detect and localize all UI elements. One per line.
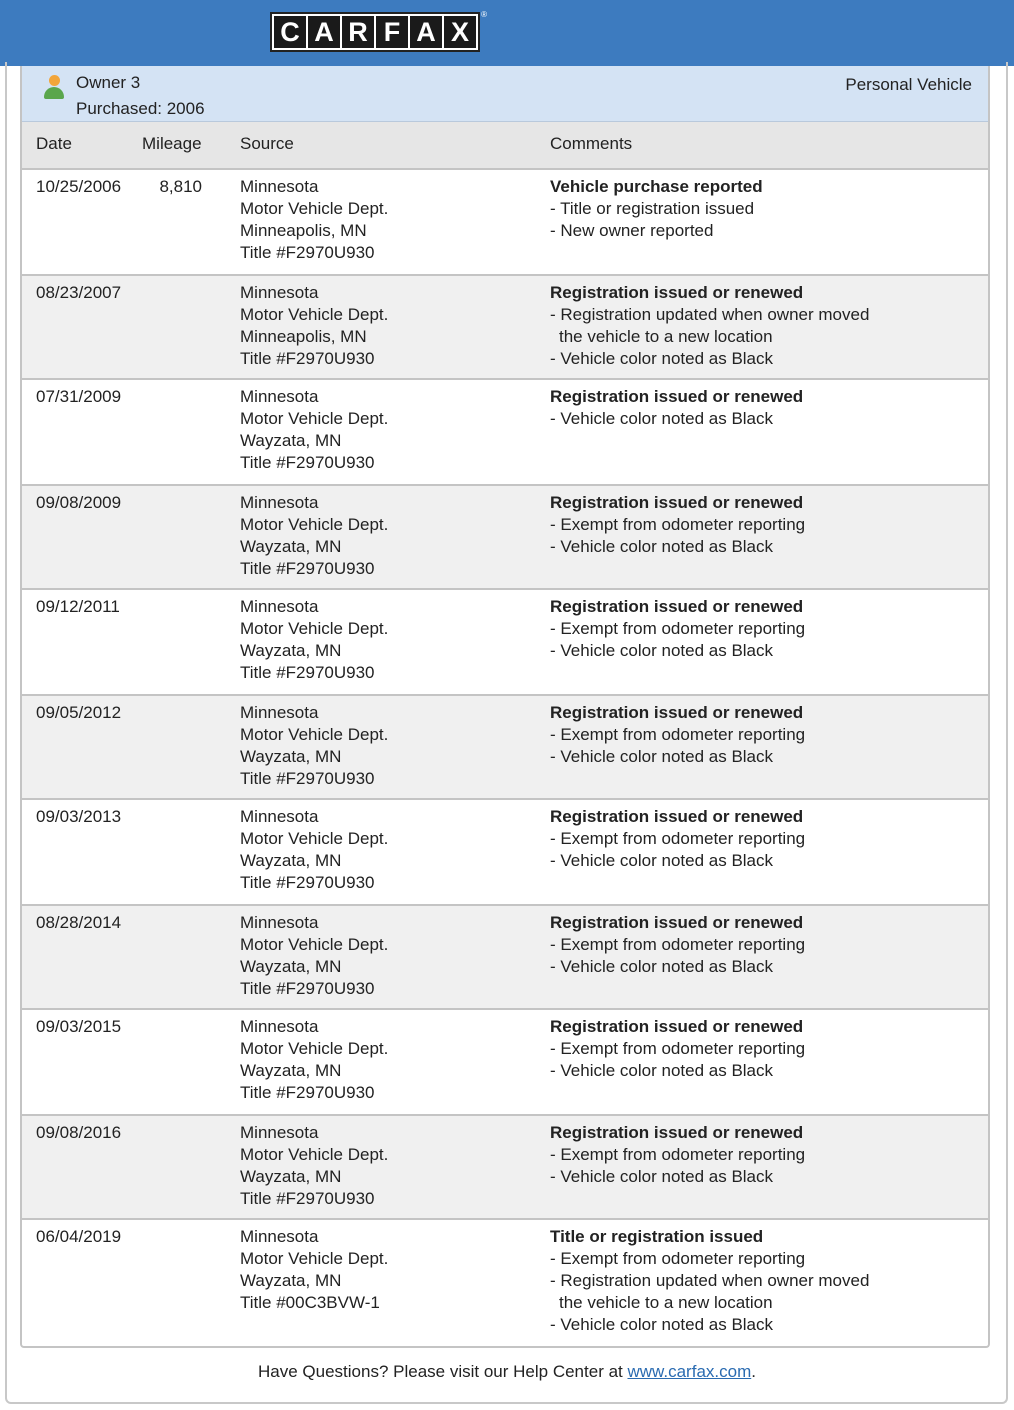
source-line: Title #F2970U930 <box>240 1083 375 1102</box>
source-line: Wayzata, MN <box>240 747 342 766</box>
row-date: 09/03/2015 <box>36 1017 122 1036</box>
row-comments <box>550 596 805 662</box>
row-comments <box>550 912 805 978</box>
comment-line: - Exempt from odometer reporting <box>550 829 806 848</box>
vehicle-type: Personal Vehicle <box>845 75 972 94</box>
row-source <box>240 806 388 894</box>
source-line: Wayzata, MN <box>240 431 342 450</box>
row-comments <box>550 1016 805 1082</box>
logo-letter: X <box>444 16 476 48</box>
source-line: Title #F2970U930 <box>240 349 375 368</box>
source-line: Wayzata, MN <box>240 1271 342 1290</box>
row-source <box>240 386 388 474</box>
table-row <box>22 696 988 800</box>
source-line: Motor Vehicle Dept. <box>240 619 389 638</box>
owner-purchased: Purchased: 2006 <box>76 99 205 118</box>
row-date: 09/05/2012 <box>36 703 122 722</box>
comment-line: - Exempt from odometer reporting <box>550 935 806 954</box>
source-line: Motor Vehicle Dept. <box>240 1039 389 1058</box>
comment-title: Registration issued or renewed <box>550 1017 804 1036</box>
source-line: Wayzata, MN <box>240 641 342 660</box>
row-comments <box>550 806 805 872</box>
source-line: Title #F2970U930 <box>240 873 375 892</box>
owner-history-card <box>20 66 990 1348</box>
source-line: Wayzata, MN <box>240 1167 342 1186</box>
row-comments <box>550 176 763 242</box>
comment-line: - Vehicle color noted as Black <box>550 1315 774 1334</box>
table-row <box>22 590 988 696</box>
comment-line: - Exempt from odometer reporting <box>550 619 806 638</box>
row-date: 10/25/2006 <box>36 177 122 196</box>
source-line: Minneapolis, MN <box>240 327 367 346</box>
row-date: 08/23/2007 <box>36 283 122 302</box>
table-header <box>22 122 988 170</box>
source-line: Title #00C3BVW-1 <box>240 1293 380 1312</box>
source-line: Title #F2970U930 <box>240 1189 375 1208</box>
logo-letter: C <box>274 16 306 48</box>
logo-letter: F <box>376 16 408 48</box>
comment-line: - Vehicle color noted as Black <box>550 537 774 556</box>
table-row <box>22 170 988 276</box>
column-header-comments: Comments <box>550 134 633 153</box>
comment-title: Registration issued or renewed <box>550 913 804 932</box>
source-line: Motor Vehicle Dept. <box>240 1145 389 1164</box>
source-line: Title #F2970U930 <box>240 243 375 262</box>
comment-line: - Vehicle color noted as Black <box>550 1061 774 1080</box>
table-row <box>22 1010 988 1116</box>
row-source <box>240 1226 388 1314</box>
comment-line: the vehicle to a new location <box>559 327 773 346</box>
row-date: 09/03/2013 <box>36 807 122 826</box>
row-comments <box>550 1226 869 1336</box>
source-line: Minneapolis, MN <box>240 221 367 240</box>
person-icon <box>44 75 64 99</box>
comment-line: - Registration updated when owner moved <box>550 305 870 324</box>
source-line: Motor Vehicle Dept. <box>240 199 389 218</box>
source-line: Title #F2970U930 <box>240 453 375 472</box>
source-line: Wayzata, MN <box>240 1061 342 1080</box>
comment-line: - Vehicle color noted as Black <box>550 747 774 766</box>
registered-mark: ® <box>481 10 487 19</box>
row-source <box>240 1122 388 1210</box>
row-mileage: 8,810 <box>159 177 202 196</box>
carfax-logo[interactable] <box>270 10 487 52</box>
comment-line: - Exempt from odometer reporting <box>550 1039 806 1058</box>
row-source <box>240 912 388 1000</box>
row-comments <box>550 702 805 768</box>
column-header-source: Source <box>240 134 294 153</box>
source-line: Wayzata, MN <box>240 851 342 870</box>
comment-line: - Registration updated when owner moved <box>550 1271 870 1290</box>
logo-letter: A <box>308 16 340 48</box>
row-date: 09/08/2016 <box>36 1123 122 1142</box>
row-comments <box>550 386 803 430</box>
source-line: Minnesota <box>240 807 319 826</box>
table-row <box>22 1116 988 1220</box>
comment-title: Registration issued or renewed <box>550 1123 804 1142</box>
source-line: Minnesota <box>240 597 319 616</box>
row-date: 08/28/2014 <box>36 913 122 932</box>
source-line: Motor Vehicle Dept. <box>240 515 389 534</box>
source-line: Motor Vehicle Dept. <box>240 409 389 428</box>
table-row <box>22 906 988 1010</box>
row-date: 07/31/2009 <box>36 387 122 406</box>
carfax-link[interactable]: www.carfax.com <box>627 1362 752 1381</box>
source-line: Motor Vehicle Dept. <box>240 725 389 744</box>
comment-title: Vehicle purchase reported <box>550 177 763 196</box>
source-line: Motor Vehicle Dept. <box>240 935 389 954</box>
owner-name: Owner 3 <box>76 73 141 92</box>
logo-letter: R <box>342 16 374 48</box>
table-row <box>22 276 988 380</box>
source-line: Wayzata, MN <box>240 537 342 556</box>
row-source <box>240 596 388 684</box>
comment-title: Registration issued or renewed <box>550 597 804 616</box>
row-source <box>240 492 388 580</box>
row-source <box>240 1016 388 1104</box>
comment-title: Registration issued or renewed <box>550 807 804 826</box>
source-line: Motor Vehicle Dept. <box>240 305 389 324</box>
source-line: Minnesota <box>240 1123 319 1142</box>
source-line: Minnesota <box>240 1017 319 1036</box>
comment-title: Registration issued or renewed <box>550 703 804 722</box>
source-line: Minnesota <box>240 1227 319 1246</box>
row-source <box>240 702 388 790</box>
comment-title: Registration issued or renewed <box>550 493 804 512</box>
row-date: 06/04/2019 <box>36 1227 122 1246</box>
row-source <box>240 282 388 370</box>
comment-line: - Vehicle color noted as Black <box>550 641 774 660</box>
comment-line: - Title or registration issued <box>550 199 755 218</box>
source-line: Motor Vehicle Dept. <box>240 829 389 848</box>
source-line: Wayzata, MN <box>240 957 342 976</box>
header-bar <box>0 0 1014 66</box>
comment-line: - Vehicle color noted as Black <box>550 409 774 428</box>
comment-line: - Exempt from odometer reporting <box>550 1145 806 1164</box>
row-date: 09/08/2009 <box>36 493 122 512</box>
row-comments <box>550 492 805 558</box>
row-source <box>240 176 388 264</box>
source-line: Minnesota <box>240 387 319 406</box>
comment-line: - Vehicle color noted as Black <box>550 851 774 870</box>
logo-letter: A <box>410 16 442 48</box>
source-line: Title #F2970U930 <box>240 559 375 578</box>
comment-title: Registration issued or renewed <box>550 387 804 406</box>
footer-help <box>0 1362 1014 1382</box>
table-row <box>22 380 988 486</box>
comment-line: the vehicle to a new location <box>559 1293 773 1312</box>
owner-bar <box>22 66 988 122</box>
source-line: Minnesota <box>240 493 319 512</box>
comment-line: - Exempt from odometer reporting <box>550 1249 806 1268</box>
comment-title: Registration issued or renewed <box>550 283 804 302</box>
comment-line: - Exempt from odometer reporting <box>550 515 806 534</box>
source-line: Minnesota <box>240 177 319 196</box>
row-comments <box>550 282 869 370</box>
source-line: Minnesota <box>240 913 319 932</box>
comment-title: Title or registration issued <box>550 1227 764 1246</box>
row-comments <box>550 1122 805 1188</box>
source-line: Minnesota <box>240 283 319 302</box>
table-row <box>22 1220 988 1346</box>
table-row <box>22 486 988 590</box>
table-row <box>22 800 988 906</box>
comment-line: - Vehicle color noted as Black <box>550 349 774 368</box>
column-header-mileage: Mileage <box>142 134 202 153</box>
source-line: Title #F2970U930 <box>240 979 375 998</box>
comment-line: - Exempt from odometer reporting <box>550 725 806 744</box>
comment-line: - Vehicle color noted as Black <box>550 1167 774 1186</box>
source-line: Title #F2970U930 <box>240 663 375 682</box>
footer-text: Have Questions? Please visit our Help Center at <box>258 1362 628 1381</box>
source-line: Title #F2970U930 <box>240 769 375 788</box>
comment-line: - Vehicle color noted as Black <box>550 957 774 976</box>
column-header-date: Date <box>36 134 72 153</box>
comment-line: - New owner reported <box>550 221 714 240</box>
row-date: 09/12/2011 <box>36 597 120 616</box>
source-line: Minnesota <box>240 703 319 722</box>
footer-period: . <box>751 1362 756 1381</box>
source-line: Motor Vehicle Dept. <box>240 1249 389 1268</box>
